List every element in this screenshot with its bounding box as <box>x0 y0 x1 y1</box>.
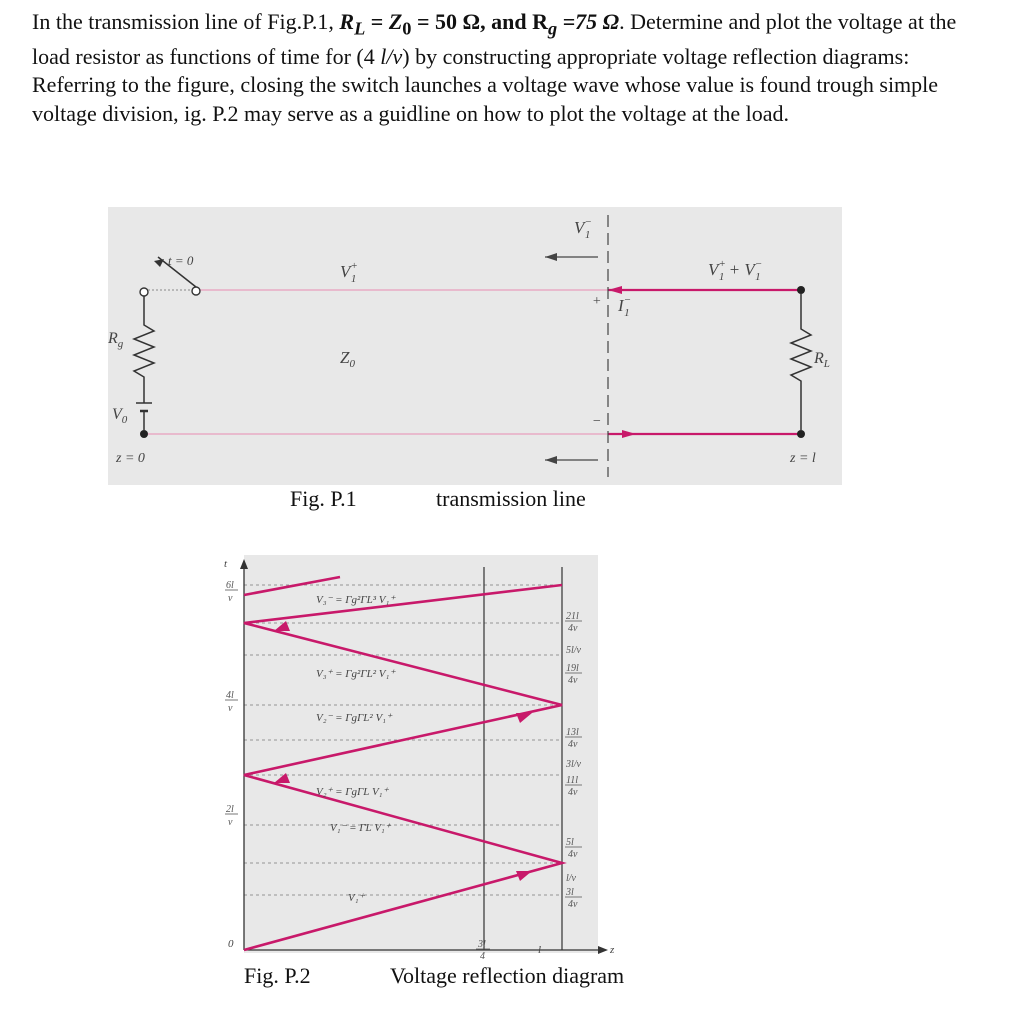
i1-minus-label: I− 1 <box>618 294 632 319</box>
fig-p2-subcaption: Voltage reflection diagram <box>390 963 625 988</box>
fig-p1-diagram <box>108 207 842 485</box>
wave-label-v2-plus: V₂⁺ = ΓgΓL V₁⁺ <box>316 786 389 798</box>
svg-text:4v: 4v <box>568 623 578 634</box>
problem-text-6: ) by constructing appropriate voltage reflection diagrams: Referring to the figure, closing the switch launches a voltage wave whose value is found trough simple voltage division, ig. P.2 may serve as a guidline on how to plot the voltage at the load. <box>32 43 939 126</box>
problem-text-3: = 50 Ω, and <box>411 9 533 34</box>
z-start-label: z = 0 <box>116 451 145 466</box>
wave-label-v1-minus: V₁⁻ = ΓL V₁⁺ <box>330 822 391 834</box>
right-tick-l-v: l/v <box>566 873 576 884</box>
left-tick-1 <box>225 580 238 604</box>
wave-label-v3-plus: V₃⁺ = Γg²ΓL² V₁⁺ <box>316 668 396 680</box>
wave-label-v1-plus: V₁⁺ <box>348 892 365 904</box>
plus-sign: + <box>592 294 602 309</box>
v1-minus-label: V− 1 <box>574 216 592 241</box>
left-tick-2 <box>225 690 238 714</box>
problem-text-4: =75 Ω <box>557 9 620 34</box>
svg-text:4l: 4l <box>226 690 234 701</box>
svg-text:6l: 6l <box>226 580 234 591</box>
problem-statement <box>32 8 992 128</box>
svg-text:11l: 11l <box>566 775 579 786</box>
svg-text:5l: 5l <box>566 837 574 848</box>
rg-subscript: g <box>547 18 558 39</box>
svg-text:2l: 2l <box>226 804 234 815</box>
rg-symbol: R <box>532 9 548 34</box>
rl-subscript: L <box>354 18 366 39</box>
svg-text:4v: 4v <box>568 849 578 860</box>
fig-p1-caption: Fig. P.1 <box>290 486 357 511</box>
load-node-top <box>797 286 805 294</box>
load-node-bottom <box>797 430 805 438</box>
z-axis-label: z <box>610 944 615 956</box>
svg-text:21l: 21l <box>566 611 579 622</box>
fig-p2-diagram <box>220 555 620 960</box>
fig-p2-background <box>244 555 598 953</box>
z0-symbol: Z <box>388 9 403 34</box>
lv-symbol: l/v <box>380 43 403 69</box>
wave-label-v2-minus: V₂⁻ = ΓgΓL² V₁⁺ <box>316 712 392 724</box>
wave-label-v3-minus: V₃⁻ = Γg²ΓL³ V₁⁺ <box>316 594 396 606</box>
z0-subscript: 0 <box>402 18 412 39</box>
fig-p1-background <box>108 207 842 485</box>
rg-label: $R_g$ <box>108 330 124 350</box>
x-mid-den: 4 <box>480 951 485 962</box>
svg-text:3l: 3l <box>566 887 574 898</box>
load-voltage-sum-label: V+ 1 + V− 1 <box>708 258 763 283</box>
problem-text-5: . Determine and plot the voltage at the load resistor as functions of time for (4 <box>32 9 957 69</box>
right-tick-5l-v: 5l/v <box>566 645 581 656</box>
x-end-label: l <box>538 944 542 956</box>
svg-text:4v: 4v <box>568 739 578 750</box>
origin-label: 0 <box>228 938 234 950</box>
svg-text:v: v <box>228 703 233 714</box>
svg-text:v: v <box>228 817 233 828</box>
minus-sign: − <box>592 414 602 429</box>
z-axis-arrow <box>598 946 608 954</box>
svg-text:v: v <box>228 593 233 604</box>
right-tick-3l-v: 3l/v <box>566 759 581 770</box>
svg-text:13l: 13l <box>566 727 579 738</box>
z-end-label: z = l <box>790 451 816 466</box>
svg-text:4v: 4v <box>568 787 578 798</box>
fig-p2-caption: Fig. P.2 <box>244 963 311 988</box>
svg-text:19l: 19l <box>566 663 579 674</box>
svg-text:4v: 4v <box>568 675 578 686</box>
left-tick-3 <box>225 804 238 828</box>
x-mid-num: 3l <box>478 939 486 950</box>
source-ground-node <box>140 430 148 438</box>
switch-label: t = 0 <box>168 253 194 268</box>
v0-label: $V_0$ <box>112 406 128 426</box>
rl-symbol: R <box>339 9 355 34</box>
fig-p1-subcaption: transmission line <box>436 486 586 511</box>
t-axis-label: t <box>224 558 228 570</box>
rl-label: $R_L$ <box>814 350 830 370</box>
switch-terminal-left <box>140 288 148 296</box>
v1-plus-label: V+ 1 <box>340 260 358 285</box>
switch-terminal-right <box>192 287 200 295</box>
z0-label: $Z_0$ <box>340 348 355 370</box>
problem-text-1: In the transmission line of Fig.P.1, <box>32 9 340 34</box>
problem-text-2: = <box>365 9 389 34</box>
svg-text:4v: 4v <box>568 899 578 910</box>
